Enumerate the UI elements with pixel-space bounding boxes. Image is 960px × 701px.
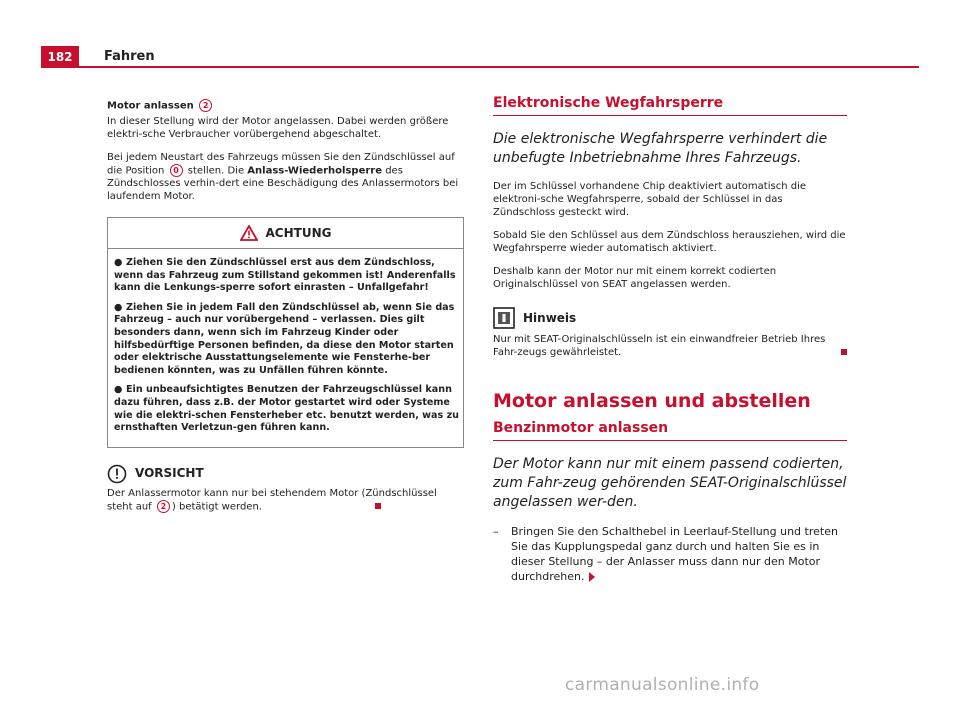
note-header — [493, 307, 847, 329]
header-rule — [79, 66, 919, 68]
restart-paragraph — [107, 151, 464, 204]
left-column — [107, 99, 464, 513]
warning-triangle-icon — [240, 225, 258, 241]
warning-item-text: Ziehen Sie in jedem Fall den Zündschlüssel ab, wenn Sie das Fahrzeug – auch nur vorübergehend – verlassen. Dies gilt besonders dann, wenn sich im Fahrzeug Kinder oder hilfsbedürftige Personen befinden, da diese den Motor starten oder elektrische Ausstattungselemente wie Fensterhe-ber bedienen könnten, was zu Unfällen führen könnte. — [114, 301, 455, 376]
note-title: Hinweis — [523, 310, 577, 325]
caution-title: VORSICHT — [135, 466, 204, 481]
position-number: 2 — [157, 500, 170, 513]
caution-icon — [107, 464, 127, 484]
motor-heading-row — [107, 99, 464, 113]
chapter-title: Fahren — [104, 49, 155, 64]
page-number: 182 — [41, 46, 79, 68]
step-text: Bringen Sie den Schalthebel in Leerlauf-Stellung und treten Sie das Kupplungspedal ganz durch und halten Sie es in dieser Stellung – der Anlasser muss dann nur den Motor durchdrehen. — [511, 525, 838, 583]
warning-item-text: Ziehen Sie den Zündschlüssel erst aus dem Zündschloss, wenn das Fahrzeug zum Stillstand gekommen ist! Anderenfalls kann die Lenkungs-sperre sofort einrasten – Unfallgefahr! — [114, 257, 456, 294]
motor-text: In dieser Stellung wird der Motor angelassen. Dabei werden größere elektri-sche Verbraucher vorübergehend abgeschaltet. — [107, 115, 449, 140]
end-marker — [375, 503, 381, 509]
restart-text-1: Bei jedem Neustart des Fahrzeugs müssen Sie den Zündschlüssel auf die Position — [107, 151, 455, 176]
immobilizer-p2: Sobald Sie den Schlüssel aus dem Zündschloss herausziehen, wird die Wegfahrsperre wieder automatisch aktiviert. — [493, 230, 846, 254]
subsection-lead: Der Motor kann nur mit einem passend codierten, zum Fahr-zeug gehörenden SEAT-Originalschlüssel angelassen wer-den. — [493, 456, 847, 510]
warning-item-text: Ein unbeaufsichtigtes Benutzen der Fahrzeugschlüssel kann dazu führen, dass z.B. der Motor gestartet wird oder Systeme wie die elektri-schen Fensterheber etc. benutzt werden, was zu ernsthaften Verletzun-gen führen kann. — [114, 384, 459, 434]
restart-text-2: stellen. Die — [187, 165, 245, 176]
watermark: carmanualsonline.info — [565, 675, 760, 695]
caution-text — [107, 487, 464, 514]
warning-item: ● Ein unbeaufsichtigtes Benutzen der Fahrzeugschlüssel kann dazu führen, dass z.B. der Motor gestartet wird oder Systeme wie die elektri-schen Fensterheber etc. benutzt werden, was zu ernsthaften Verletzun-gen führen kann. — [114, 384, 459, 434]
note-text-row — [493, 333, 847, 359]
immobilizer-lead: Die elektronische Wegfahrsperre verhindert die unbefugte Inbetriebnahme Ihres Fahrzeugs. — [493, 131, 828, 166]
position-number: 2 — [199, 99, 212, 112]
warning-body — [108, 249, 463, 447]
warning-item: ● Ziehen Sie den Zündschlüssel erst aus dem Zündschloss, wenn das Fahrzeug zum Stillstand gekommen ist! Anderenfalls kann die Lenkungs-sperre sofort einrasten – Unfallgefahr! — [114, 257, 456, 294]
restart-text-3: des Zündschlosses verhin-dert eine Beschädigung des Anlassermotors bei laufendem Motor. — [107, 165, 459, 202]
caution-text-1: Der Anlassermotor kann nur bei stehendem Motor (Zündschlüssel steht auf — [107, 487, 437, 513]
position-number: 0 — [170, 164, 183, 177]
note-icon — [493, 307, 515, 329]
restart-bold: Anlass-Wiederholsperre — [247, 165, 383, 176]
caution-text-2: ) betätigt werden. — [171, 501, 262, 513]
step-dash: – — [493, 525, 499, 538]
right-column — [493, 97, 847, 584]
step-item — [493, 524, 847, 584]
end-marker — [841, 349, 847, 355]
immobilizer-p3: Deshalb kann der Motor nur mit einem korrekt codierten Originalschlüssel von SEAT angelassen werden. — [493, 266, 777, 290]
immobilizer-p1: Der im Schlüssel vorhandene Chip deaktiviert automatisch die elektroni-sche Wegfahrsperre, sobald der Schlüssel in das Zündschloss gesteckt wird. — [493, 181, 806, 218]
subsection-title: Benzinmotor anlassen — [493, 422, 847, 441]
step-text-wrap — [511, 524, 847, 584]
motor-heading: Motor anlassen — [107, 100, 194, 112]
continue-arrow-icon — [589, 572, 595, 582]
immobilizer-title: Elektronische Wegfahrsperre — [493, 97, 847, 116]
main-section-title: Motor anlassen und abstellen — [493, 390, 811, 412]
note-text: Nur mit SEAT-Originalschlüsseln ist ein einwandfreier Betrieb Ihres Fahr-zeugs gewährleistet. — [493, 334, 826, 358]
caution-header — [107, 464, 464, 484]
warning-item: ● Ziehen Sie in jedem Fall den Zündschlüssel ab, wenn Sie das Fahrzeug – auch nur vorübergehend – verlassen. Dies gilt besonders dann, wenn sich im Fahrzeug Kinder oder hilfsbedürftige Personen befinden, da diese den Motor starten oder elektrische Ausstattungselemente wie Fensterhe-ber bedienen könnten, was zu Unfällen führen könnte. — [114, 301, 455, 376]
warning-box — [107, 217, 464, 448]
warning-title: ACHTUNG — [265, 225, 332, 240]
warning-header — [108, 218, 463, 249]
